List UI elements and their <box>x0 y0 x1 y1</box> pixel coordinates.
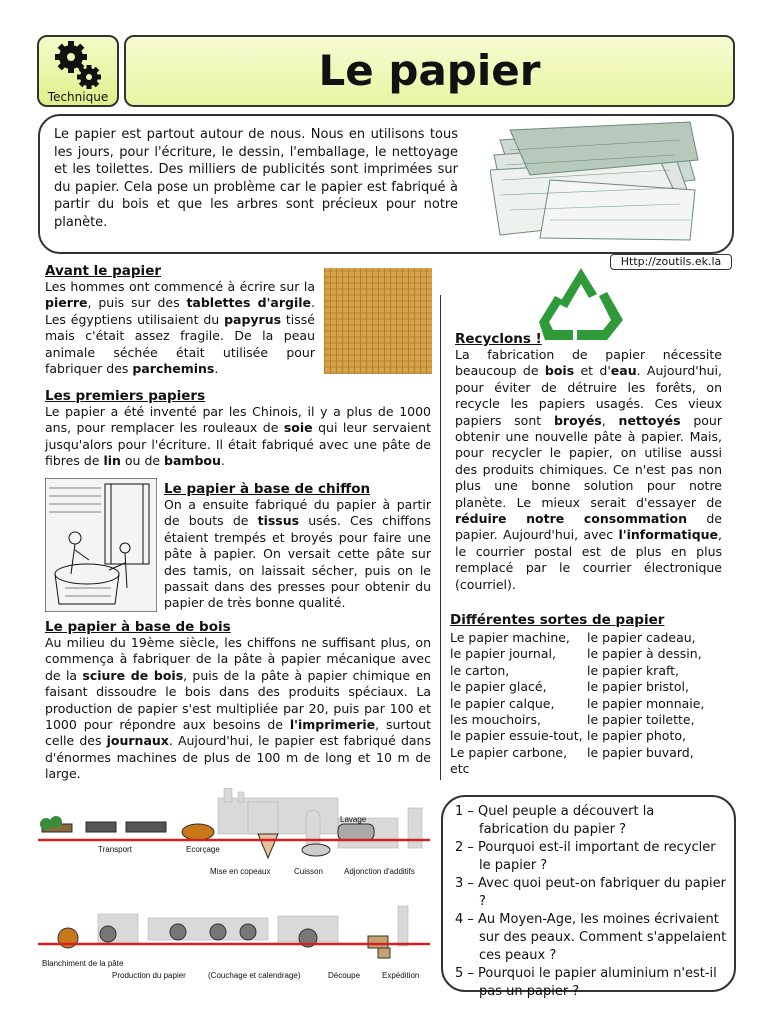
section-recyclons <box>455 331 722 593</box>
diagram-label: Blanchiment de la pâte <box>42 959 124 968</box>
paper-type-item: le papier buvard, <box>587 744 694 760</box>
section-title: Recyclons ! <box>455 331 542 347</box>
paper-type-item: le papier cadeau, <box>587 630 696 645</box>
section-title: Le papier à base de chiffon <box>164 481 371 497</box>
paper-type-item: le papier à dessin, <box>587 646 702 662</box>
section-text: On a ensuite fabriqué du papier à partir de bouts de tissus usés. Ces chiffons étaient trempés et broyés pour faire une pâte à papier. On versait cette pâte sur des tamis, on laissait sécher, puis on le passait dans des presses pour obtenir du papier de très bonne qualité. <box>164 497 431 611</box>
technique-logo <box>37 35 119 107</box>
section-title: Avant le papier <box>45 263 162 279</box>
question-item: 5 – Pourquoi le papier aluminium n'est-il pas un papier ? <box>455 966 717 999</box>
papyrus-image <box>324 268 432 374</box>
diagram-label: Ecorçage <box>186 845 220 854</box>
section-title: Les premiers papiers <box>45 388 206 404</box>
paper-type-item: le papier essuie-tout, <box>450 728 583 744</box>
diagram-label: Expédition <box>382 971 420 980</box>
paper-type-item: le papier monnaie, <box>587 695 705 711</box>
diagram-label: Cuisson <box>294 867 323 876</box>
paper-type-item: le papier kraft, <box>587 662 680 678</box>
paper-type-item: le papier toilette, <box>587 712 695 728</box>
paper-type-item: Le papier carbone, <box>450 744 568 760</box>
paper-type-item: le papier glacé, <box>450 679 547 695</box>
diagram-label: Production du papier <box>112 971 186 980</box>
source-url[interactable]: Http://zoutils.ek.la <box>610 254 732 270</box>
diagram-label: Lavage <box>340 815 367 824</box>
section-chiffon <box>164 481 431 612</box>
paper-types-col-1 <box>450 630 583 778</box>
question-item: 1 – Quel peuple a découvert la fabrication du papier ? <box>455 804 655 837</box>
paper-type-item: etc <box>450 761 470 777</box>
section-bois <box>45 619 431 783</box>
section-text: La fabrication de papier nécessite beaucoup de bois et d'eau. Aujourd'hui, pour éviter de détruire les forêts, on recycle les papiers usagés. Ces vieux papiers sont broyés, nettoyés pour obtenir une nouvelle pâte à papier. Mais, pour recycler le papier, on utilise aussi des produits chimiques. Ce n'est pas non plus une bonne solution pour notre planète. Le mieux serait d'essayer de réduire notre consommation de papier. Aujourd'hui, avec l'informatique, le courrier postal est de plus en plus remplacé par le courrier électronique (courriel). <box>455 347 722 592</box>
section-sortes <box>450 612 730 628</box>
gears-icon <box>49 39 105 91</box>
papermaker-engraving-image <box>45 478 157 612</box>
logo-label: Technique <box>47 90 109 104</box>
diagram-label: Découpe <box>328 971 361 980</box>
paper-types-col-2 <box>587 630 704 761</box>
column-divider <box>440 295 441 780</box>
diagram-label: Mise en copeaux <box>210 867 271 876</box>
paper-type-item: Le papier machine, <box>450 630 570 645</box>
diagram-label: (Couchage et calendrage) <box>208 971 301 980</box>
title-banner <box>124 35 735 107</box>
page-title: Le papier <box>318 46 541 95</box>
section-text: Le papier a été inventé par les Chinois, il y a plus de 1000 ans, pour remplacer les rouleaux de soie qui leur servaient jusqu'alors pour l'écriture. Il était fabriqué avec une pâte de fibres de lin ou de bambou. <box>45 404 431 469</box>
question-item: 2 – Pourquoi est-il important de recycler le papier ? <box>455 840 716 873</box>
question-item: 3 – Avec quoi peut-on fabriquer du papier ? <box>455 876 726 909</box>
section-avant <box>45 263 315 377</box>
questions-box <box>441 795 736 999</box>
intro-text: Le papier est partout autour de nous. Nous en utilisons tous les jours, pour l'écriture, le dessin, l'emballage, le nettoyage et les toilettes. Des milliers de publicités sont imprimées sur du papier. Cela pose un problème car le papier est fabriqué à partir du bois et que les arbres sont précieux pour notre planète. <box>54 127 458 230</box>
paper-type-item: le carton, <box>450 662 510 678</box>
paper-type-item: le papier photo, <box>587 728 686 744</box>
diagram-label: Transport <box>98 845 132 854</box>
paper-types-list <box>450 630 730 780</box>
section-text: Au milieu du 19ème siècle, les chiffons ne suffisant plus, on commença à fabriquer de la pâte à papier mécanique avec de la sciure de bois, puis de la pâte à papier chimique en faisant dissoudre le bois dans des produits spéciaux. La production de papier s'est multipliée par 20, puis par 100 et 1000 pour répondre aux besoins de l'imprimerie, surtout celle des journaux. Aujourd'hui, le papier est fabriqué dans d'énormes machines de plus de 100 m de long et 10 m de large. <box>45 635 431 782</box>
section-title: Différentes sortes de papier <box>450 612 665 628</box>
paper-type-item: le papier bristol, <box>587 679 689 695</box>
section-title: Le papier à base de bois <box>45 619 231 635</box>
section-premiers <box>45 388 431 470</box>
diagram-label: Adjonction d'additifs <box>344 867 415 876</box>
paper-type-item: le papier calque, <box>450 695 555 711</box>
paper-stack-image <box>490 120 700 242</box>
questions-list <box>455 803 728 1001</box>
paper-production-diagram <box>38 788 430 986</box>
question-item: 4 – Au Moyen-Age, les moines écrivaient sur des peaux. Comment s'appelaient ces peaux ? <box>455 912 727 963</box>
section-text: Les hommes ont commencé à écrire sur la pierre, puis sur des tablettes d'argile. Les égyptiens utilisaient du papyrus tissé mais c'était assez fragile. De la peau animale séchée était utilisée pour fabriquer des parchemins. <box>45 279 316 377</box>
intro-box <box>38 114 734 254</box>
paper-type-item: le papier journal, <box>450 646 556 662</box>
paper-type-item: les mouchoirs, <box>450 712 541 728</box>
